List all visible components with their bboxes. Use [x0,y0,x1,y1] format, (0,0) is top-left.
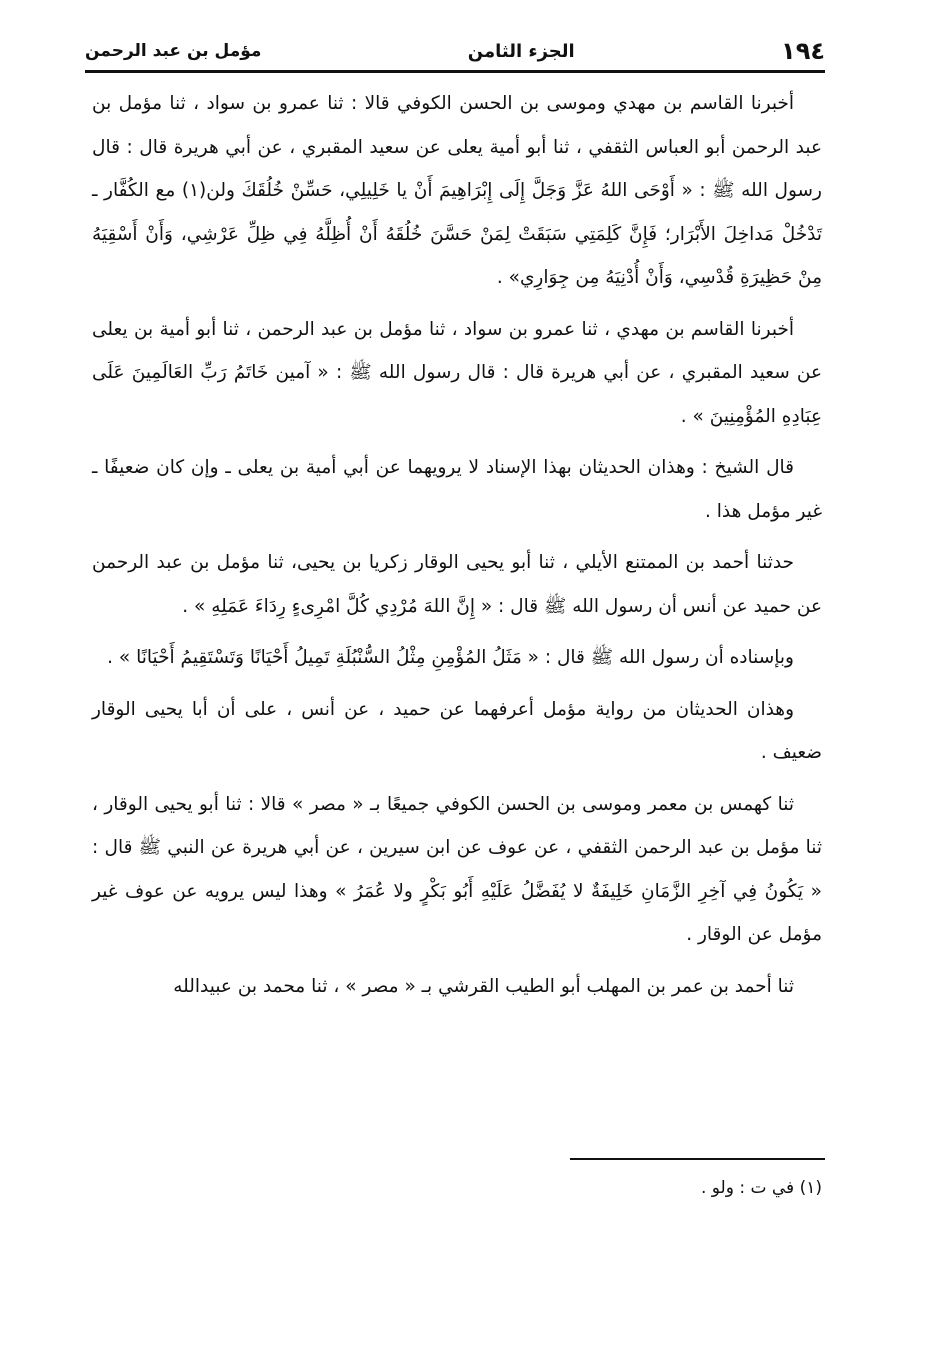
paragraph: قال الشيخ : وهذان الحديثان بهذا الإسناد لا يرويهما عن أبي أمية بن يعلى ـ وإن كان ضعيفًا ـ غير مؤمل هذا . [92,457,822,522]
paragraph: حدثنا أحمد بن الممتنع الأيلي ، ثنا أبو يحيى الوقار زكريا بن يحيى، ثنا مؤمل بن عبد الرحمن عن حميد عن أنس أن رسول الله ﷺ قال : « إِنَّ اللهَ مُرْدِي كُلَّ امْرِىءٍ رِدَاءَ عَمَلِهِ » . [92,552,822,617]
paragraph: ثنا أحمد بن عمر بن المهلب أبو الطيب القرشي بـ « مصر » ، ثنا محمد بن عبيدالله [173,975,794,997]
paragraph: وهذان الحديثان من رواية مؤمل أعرفهما عن حميد ، عن أنس ، على أن أبا يحيى الوقار ضعيف . [92,698,822,763]
header-divider [85,70,825,73]
main-text [92,82,822,1016]
paragraph: ثنا كهمس بن معمر وموسى بن الحسن الكوفي جميعًا بـ « مصر » قالا : ثنا أبو يحيى الوقار ، ثنا مؤمل بن عبد الرحمن الثقفي ، عن عوف عن ابن سيرين ، عن أبي هريرة عن النبي ﷺ قال : « يَكُونُ فِي آخِرِ الزَّمَانِ خَلِيفَةٌ لا يُفَضَّلُ عَلَيْهِ أَبُو بَكْرٍ ولا عُمَرُ » وهذا ليس يرويه عن عوف غير مؤمل عن الوقار . [92,793,822,945]
volume-label: الجزء الثامن [467,40,575,62]
paragraph: أخبرنا القاسم بن مهدي وموسى بن الحسن الكوفي قالا : ثنا عمرو بن سواد ، ثنا مؤمل بن عبد الرحمن أبو العباس الثقفي ، ثنا أبو أمية يعلى عن سعيد المقبري ، عن أبي هريرة قال : قال رسول الله ﷺ : « أَوْحَى اللهُ عَزَّ وَجَلَّ إِلَى إِبْرَاهِيمَ أَنْ يا خَلِيلِي، حَسِّنْ خُلُقَكَ ولن(١) مع الكُفَّار ـ تَدْخُلْ مَداخِلَ الأَبْرَار؛ فَإِنَّ كَلِمَتِي سَبَقَتْ لِمَنْ حَسَّنَ خُلُقَهُ أَنْ أُظِلَّهُ فِي ظِلِّ عَرْشِي، وَأَنْ أَسْقِيَهُ مِنْ حَظِيرَةِ قُدْسِي، وَأَنْ أُدْنِيَهُ مِن جِوَارِي» . [92,93,822,288]
page-header [85,34,825,68]
paragraph: وبإسناده أن رسول الله ﷺ قال : « مَثَلُ المُؤْمِنِ مِثْلُ السُّنْبُلَةِ تَمِيلُ أَحْيَانًا وَتَسْتَقِيمُ أَحْيَانًا » . [107,647,794,668]
page-number: ١٩٤ [781,37,825,65]
paragraph: أخبرنا القاسم بن مهدي ، ثنا عمرو بن سواد ، ثنا مؤمل بن عبد الرحمن ، ثنا أبو أمية بن يعلى عن سعيد المقبري ، عن أبي هريرة قال : قال رسول الله ﷺ : « آمين خَاتَمُ رَبِّ العَالَمِينَ عَلَى عِبَادِهِ المُؤْمِنِينَ » . [92,318,822,427]
running-title: مؤمل بن عبد الرحمن [85,41,262,61]
footnote: (١) في ت : ولو . [700,1178,822,1198]
footnote-divider [570,1158,825,1160]
